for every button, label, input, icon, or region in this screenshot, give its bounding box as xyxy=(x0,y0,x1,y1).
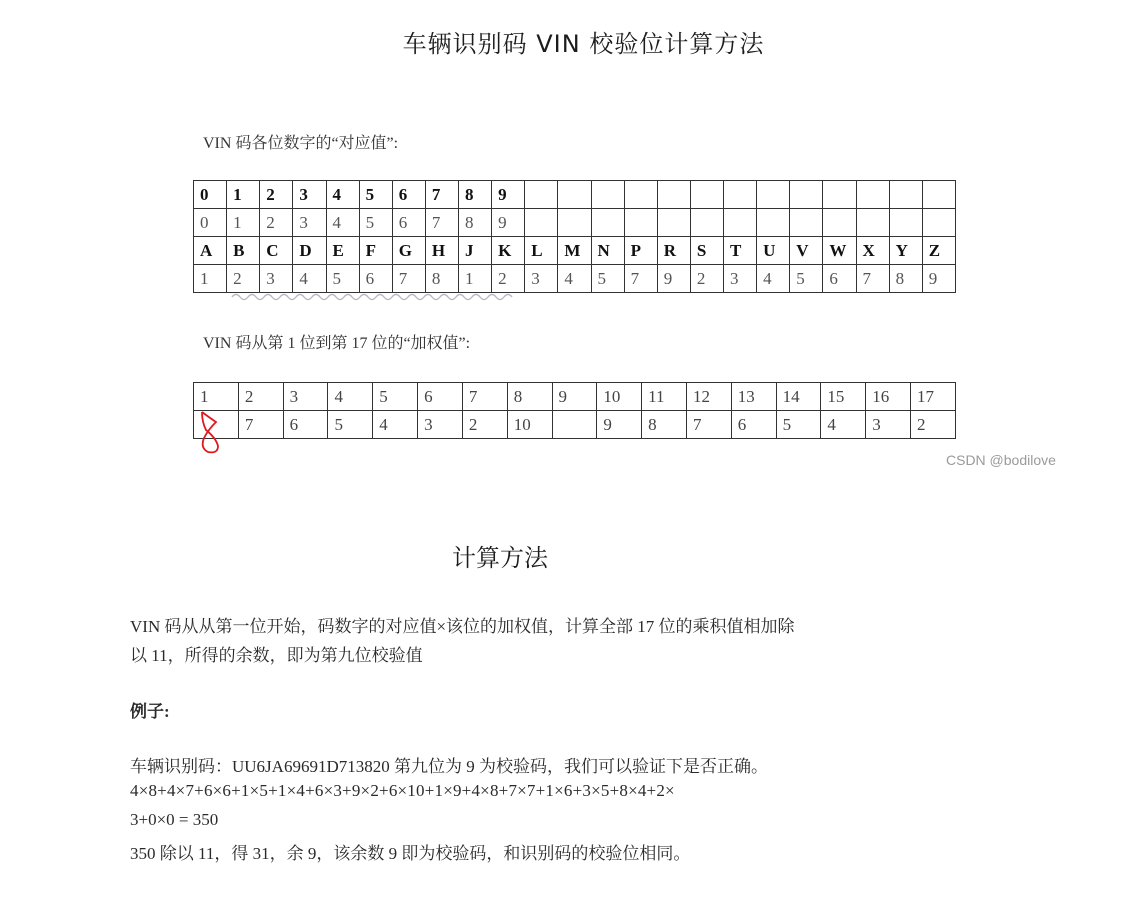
weight-table xyxy=(193,382,956,439)
example-line-1: 车辆识别码：UU6JA69691D713820 第九位为 9 为校验码，我们可以验证下是否正确。 xyxy=(130,757,768,776)
weight-cell: 2 xyxy=(462,411,507,439)
letter-header-cell: J xyxy=(459,237,492,265)
letter-header-cell: A xyxy=(194,237,227,265)
digit-value-row xyxy=(194,209,956,237)
position-cell: 16 xyxy=(866,383,911,411)
weight-row xyxy=(194,411,956,439)
digit-value-cell xyxy=(790,209,823,237)
letter-value-cell: 3 xyxy=(525,265,558,293)
example-label: 例子: xyxy=(130,702,170,721)
digit-header-cell xyxy=(724,181,757,209)
description-line-2: 以 11，所得的余数，即为第九位校验值 xyxy=(130,646,423,665)
weight-cell: 3 xyxy=(418,411,463,439)
letter-header-cell: E xyxy=(326,237,359,265)
digit-value-cell xyxy=(525,209,558,237)
digit-value-cell: 9 xyxy=(492,209,525,237)
digit-header-cell xyxy=(757,181,790,209)
value-table xyxy=(193,180,956,293)
digit-header-cell: 4 xyxy=(326,181,359,209)
handwritten-squiggle xyxy=(230,290,530,304)
letter-value-cell: 8 xyxy=(425,265,458,293)
letter-value-row xyxy=(194,265,956,293)
digit-header-cell: 0 xyxy=(194,181,227,209)
position-cell: 6 xyxy=(418,383,463,411)
weight-cell: 4 xyxy=(373,411,418,439)
digit-value-cell: 1 xyxy=(227,209,260,237)
method-title: 计算方法 xyxy=(452,544,548,572)
digit-value-cell: 8 xyxy=(459,209,492,237)
letter-header-cell: F xyxy=(359,237,392,265)
digit-header-cell: 1 xyxy=(227,181,260,209)
digit-value-cell: 0 xyxy=(194,209,227,237)
digit-header-cell xyxy=(558,181,591,209)
digit-value-cell xyxy=(724,209,757,237)
digit-header-cell: 6 xyxy=(392,181,425,209)
digit-value-cell xyxy=(591,209,624,237)
digit-header-cell xyxy=(889,181,922,209)
weight-cell: 3 xyxy=(866,411,911,439)
position-cell: 1 xyxy=(194,383,239,411)
position-cell: 3 xyxy=(283,383,328,411)
letter-value-cell: 6 xyxy=(359,265,392,293)
letter-value-cell: 2 xyxy=(690,265,723,293)
position-cell: 15 xyxy=(821,383,866,411)
weight-table-label: VIN 码从第 1 位到第 17 位的“加权值”: xyxy=(203,335,471,352)
letter-value-cell: 1 xyxy=(194,265,227,293)
position-cell: 13 xyxy=(731,383,776,411)
letter-header-cell: V xyxy=(790,237,823,265)
weight-cell: 10 xyxy=(507,411,552,439)
position-cell: 10 xyxy=(597,383,642,411)
digit-value-cell: 6 xyxy=(392,209,425,237)
letter-value-cell: 1 xyxy=(459,265,492,293)
weight-cell: 9 xyxy=(597,411,642,439)
letter-header-cell: L xyxy=(525,237,558,265)
position-cell: 12 xyxy=(686,383,731,411)
position-cell: 2 xyxy=(238,383,283,411)
digit-header-cell xyxy=(690,181,723,209)
digit-value-cell xyxy=(889,209,922,237)
letter-header-cell: S xyxy=(690,237,723,265)
document-title: 车辆识别码 VIN 校验位计算方法 xyxy=(402,30,765,58)
letter-value-cell: 7 xyxy=(392,265,425,293)
weight-cell: 6 xyxy=(731,411,776,439)
position-cell: 17 xyxy=(911,383,956,411)
position-cell: 7 xyxy=(462,383,507,411)
letter-header-cell: K xyxy=(492,237,525,265)
digit-value-cell xyxy=(657,209,690,237)
position-cell: 14 xyxy=(776,383,821,411)
digit-value-cell: 5 xyxy=(359,209,392,237)
letter-header-cell: Z xyxy=(922,237,955,265)
weight-cell: 7 xyxy=(686,411,731,439)
weight-cell xyxy=(552,411,597,439)
letter-value-cell: 4 xyxy=(293,265,326,293)
digit-header-cell xyxy=(856,181,889,209)
letter-value-cell: 3 xyxy=(260,265,293,293)
letter-header-cell: Y xyxy=(889,237,922,265)
letter-header-row xyxy=(194,237,956,265)
weight-cell: 7 xyxy=(238,411,283,439)
digit-value-cell: 7 xyxy=(425,209,458,237)
digit-value-cell xyxy=(922,209,955,237)
digit-header-cell xyxy=(790,181,823,209)
letter-value-cell: 5 xyxy=(790,265,823,293)
csdn-watermark: CSDN @bodilove xyxy=(946,452,1056,468)
digit-header-cell: 8 xyxy=(459,181,492,209)
letter-header-cell: N xyxy=(591,237,624,265)
digit-header-row xyxy=(194,181,956,209)
letter-header-cell: H xyxy=(425,237,458,265)
digit-header-cell xyxy=(591,181,624,209)
digit-header-cell: 9 xyxy=(492,181,525,209)
letter-value-cell: 8 xyxy=(889,265,922,293)
digit-value-cell xyxy=(757,209,790,237)
letter-header-cell: R xyxy=(657,237,690,265)
digit-value-cell xyxy=(624,209,657,237)
letter-value-cell: 2 xyxy=(492,265,525,293)
digit-header-cell: 2 xyxy=(260,181,293,209)
letter-header-cell: B xyxy=(227,237,260,265)
digit-value-cell xyxy=(690,209,723,237)
digit-header-cell: 3 xyxy=(293,181,326,209)
digit-header-cell: 5 xyxy=(359,181,392,209)
letter-value-cell: 9 xyxy=(657,265,690,293)
weight-cell: 4 xyxy=(821,411,866,439)
letter-header-cell: P xyxy=(624,237,657,265)
digit-value-cell xyxy=(856,209,889,237)
letter-value-cell: 9 xyxy=(922,265,955,293)
letter-header-cell: D xyxy=(293,237,326,265)
letter-value-cell: 4 xyxy=(558,265,591,293)
letter-header-cell: W xyxy=(823,237,856,265)
letter-value-cell: 5 xyxy=(326,265,359,293)
position-cell: 9 xyxy=(552,383,597,411)
digit-header-cell xyxy=(657,181,690,209)
digit-value-cell xyxy=(823,209,856,237)
digit-header-cell xyxy=(525,181,558,209)
letter-value-cell: 2 xyxy=(227,265,260,293)
letter-header-cell: G xyxy=(392,237,425,265)
digit-header-cell xyxy=(823,181,856,209)
value-table-label: VIN 码各位数字的“对应值”: xyxy=(203,135,399,152)
letter-value-cell: 5 xyxy=(591,265,624,293)
letter-header-cell: T xyxy=(724,237,757,265)
position-cell: 4 xyxy=(328,383,373,411)
digit-header-cell xyxy=(922,181,955,209)
letter-value-cell: 6 xyxy=(823,265,856,293)
example-line-2: 4×8+4×7+6×6+1×5+1×4+6×3+9×2+6×10+1×9+4×8+7×7+1×6+3×5+8×4+2× xyxy=(130,781,675,800)
letter-value-cell: 3 xyxy=(724,265,757,293)
weight-cell: 5 xyxy=(328,411,373,439)
weight-cell: 5 xyxy=(776,411,821,439)
weight-cell: 2 xyxy=(911,411,956,439)
weight-cell: 8 xyxy=(642,411,687,439)
position-row xyxy=(194,383,956,411)
letter-value-cell: 7 xyxy=(624,265,657,293)
position-cell: 5 xyxy=(373,383,418,411)
digit-header-cell: 7 xyxy=(425,181,458,209)
letter-header-cell: X xyxy=(856,237,889,265)
digit-value-cell: 2 xyxy=(260,209,293,237)
weight-cell: 6 xyxy=(283,411,328,439)
digit-header-cell xyxy=(624,181,657,209)
example-line-3: 3+0×0 = 350 xyxy=(130,810,219,829)
letter-header-cell: M xyxy=(558,237,591,265)
letter-header-cell: C xyxy=(260,237,293,265)
handwritten-red-mark xyxy=(196,408,226,458)
letter-value-cell: 4 xyxy=(757,265,790,293)
position-cell: 8 xyxy=(507,383,552,411)
position-cell: 11 xyxy=(642,383,687,411)
digit-value-cell: 4 xyxy=(326,209,359,237)
digit-value-cell: 3 xyxy=(293,209,326,237)
digit-value-cell xyxy=(558,209,591,237)
example-line-4: 350 除以 11，得 31，余 9，该余数 9 即为校验码，和识别码的校验位相同。 xyxy=(130,844,691,863)
description-line-1: VIN 码从从第一位开始，码数字的对应值×该位的加权值，计算全部 17 位的乘积值相加除 xyxy=(130,617,795,636)
letter-value-cell: 7 xyxy=(856,265,889,293)
letter-header-cell: U xyxy=(757,237,790,265)
